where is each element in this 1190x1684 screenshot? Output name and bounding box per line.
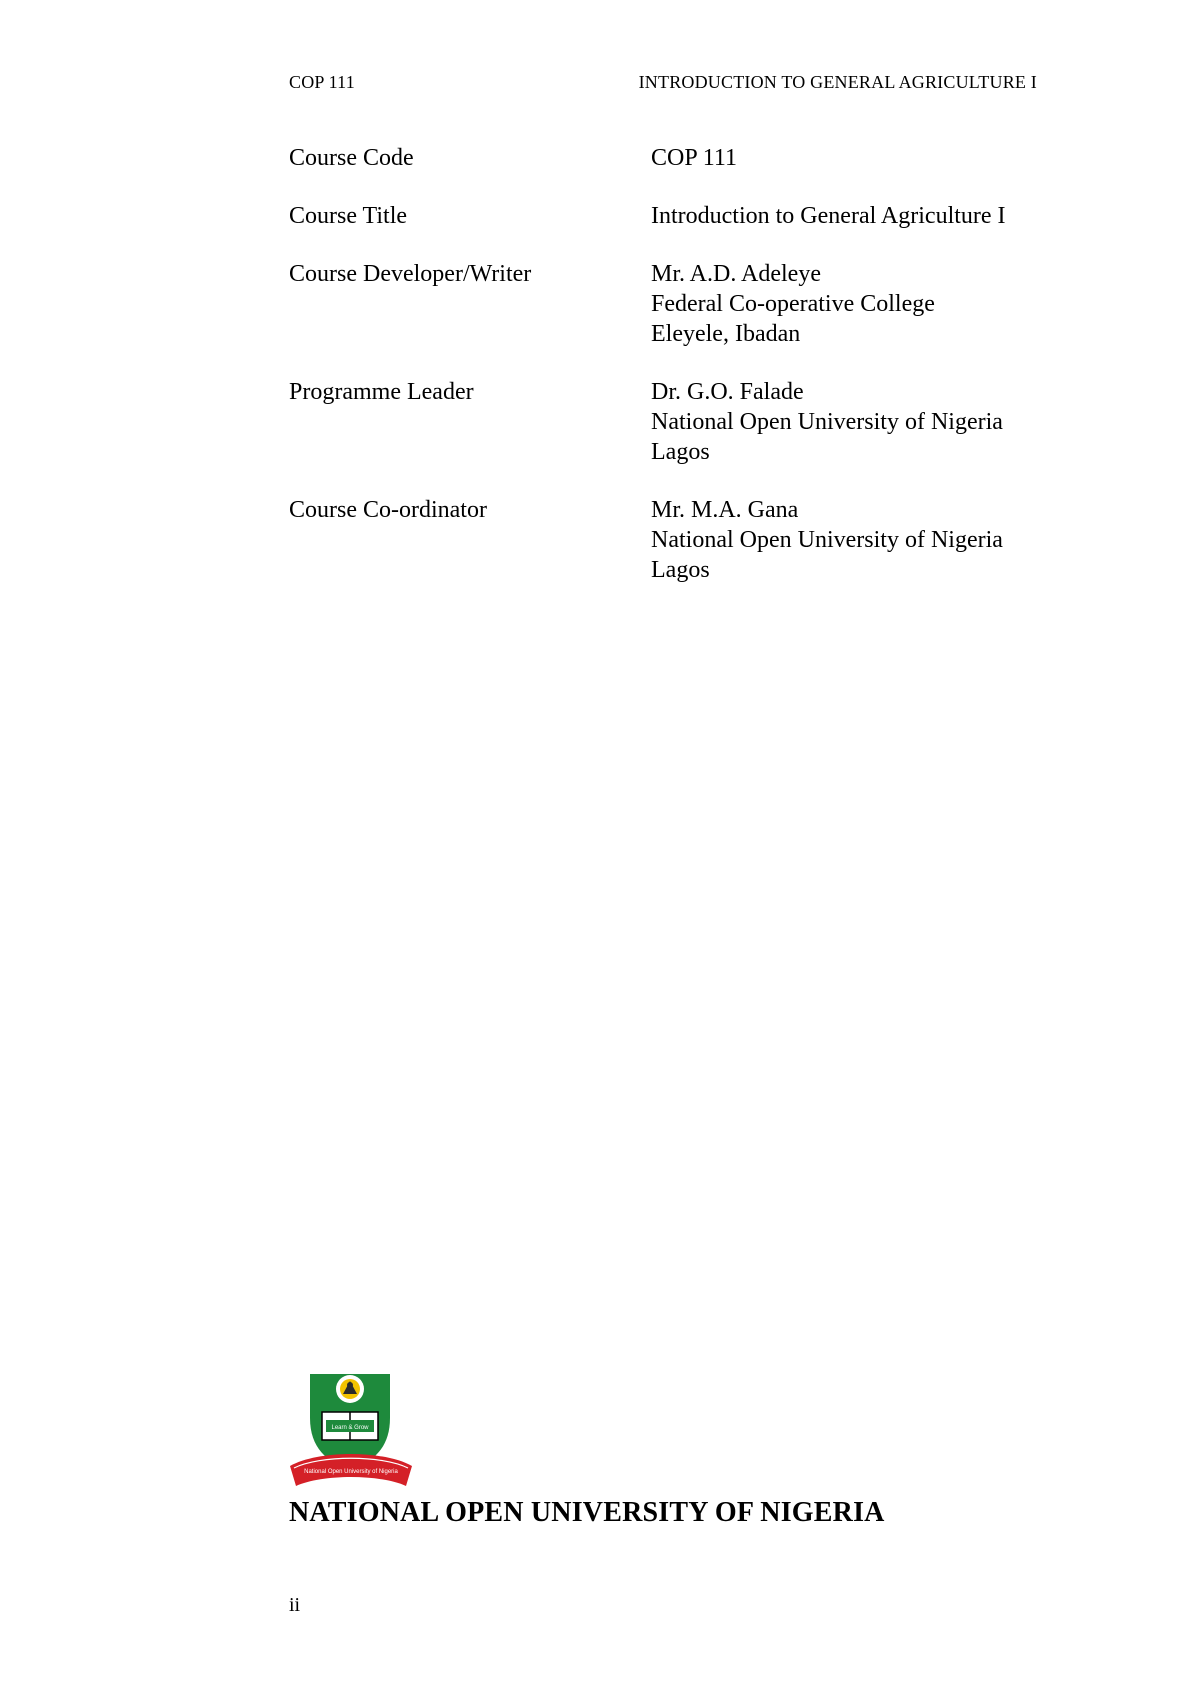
info-value-line: Lagos [651,439,710,465]
info-value-line: Mr. M.A. Gana [651,497,799,523]
info-label: Course Title [289,203,408,229]
info-row-course-title [289,201,1049,231]
logo-book-text: Learn & Grow [331,1425,369,1431]
info-label: Programme Leader [289,379,474,405]
info-value-line: Dr. G.O. Falade [651,379,804,405]
info-values [651,377,1049,467]
page-number: ii [289,1594,301,1616]
header-course-title: INTRODUCTION TO GENERAL AGRICULTURE I [638,72,1037,92]
university-name: NATIONAL OPEN UNIVERSITY OF NIGERIA [289,1497,885,1528]
info-value-line: Federal Co-operative College [651,291,935,317]
info-values [651,143,1049,173]
course-info-table [289,143,1049,613]
info-value-line: COP 111 [651,145,738,171]
info-row-course-code [289,143,1049,173]
info-value-line: Mr. A.D. Adeleye [651,261,821,287]
info-values [651,201,1049,231]
info-label: Course Co-ordinator [289,497,487,523]
info-row-programme-leader [289,377,1049,467]
info-value-line: Introduction to General Agriculture I [651,203,1006,229]
info-label: Course Code [289,145,414,171]
university-logo [288,1374,414,1492]
header-course-code: COP 111 [289,72,355,92]
info-value-line: Eleyele, Ibadan [651,321,801,347]
info-values [651,495,1049,585]
info-value-line: Lagos [651,557,710,583]
info-row-course-developer [289,259,1049,349]
logo-ribbon-text: National Open University of Nigeria [304,1469,398,1475]
info-value-line: National Open University of Nigeria [651,527,1003,553]
info-label: Course Developer/Writer [289,261,532,287]
info-values [651,259,1049,349]
info-row-course-coordinator [289,495,1049,585]
info-value-line: National Open University of Nigeria [651,409,1003,435]
